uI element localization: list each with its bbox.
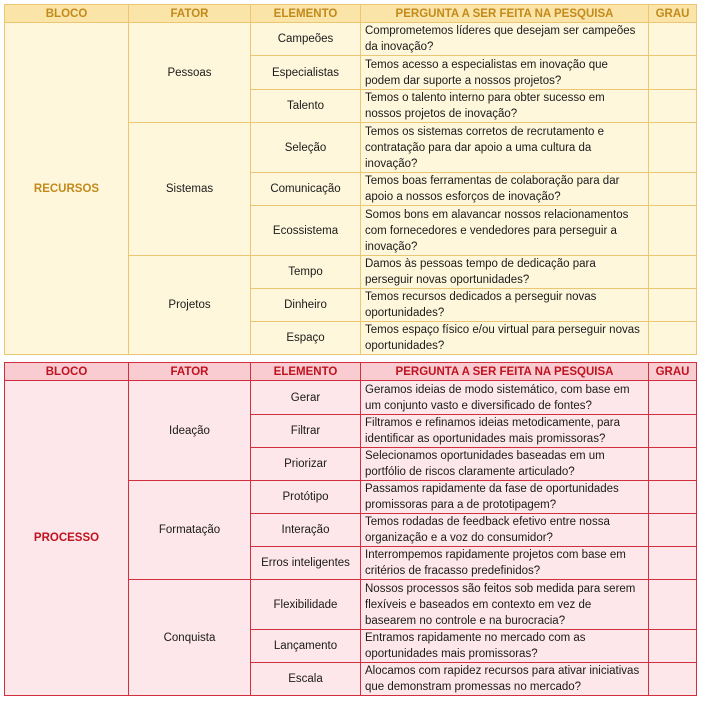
pergunta-cell: Filtramos e refinamos ideias metodicamente, para identificar as oportunidades mais promissoras?	[361, 415, 649, 448]
elemento-cell: Lançamento	[251, 630, 361, 663]
elemento-cell: Seleção	[251, 123, 361, 173]
header-grau: GRAU	[649, 363, 697, 381]
grau-cell[interactable]	[649, 90, 697, 123]
header-fator: FATOR	[129, 5, 251, 23]
pergunta-cell: Passamos rapidamente da fase de oportunidades promissoras para a de prototipagem?	[361, 481, 649, 514]
elemento-cell: Tempo	[251, 256, 361, 289]
elemento-cell: Escala	[251, 663, 361, 696]
pergunta-cell: Entramos rapidamente no mercado com as oportunidades mais promissoras?	[361, 630, 649, 663]
grau-cell[interactable]	[649, 56, 697, 90]
fator-cell: Ideação	[129, 381, 251, 481]
pergunta-cell: Alocamos com rapidez recursos para ativar iniciativas que demonstram promessas no mercado?	[361, 663, 649, 696]
pergunta-cell: Nossos processos são feitos sob medida para serem flexíveis e baseados em contexto em vez de basearem no controle e na burocracia?	[361, 580, 649, 630]
fator-cell: Formatação	[129, 481, 251, 580]
header-bloco: BLOCO	[5, 5, 129, 23]
grau-cell[interactable]	[649, 415, 697, 448]
grau-cell[interactable]	[649, 322, 697, 355]
pergunta-cell: Comprometemos líderes que desejam ser campeões da inovação?	[361, 23, 649, 56]
elemento-cell: Erros inteligentes	[251, 547, 361, 580]
elemento-cell: Priorizar	[251, 448, 361, 481]
header-elemento: ELEMENTO	[251, 363, 361, 381]
elemento-cell: Protótipo	[251, 481, 361, 514]
fator-cell: Conquista	[129, 580, 251, 696]
grau-cell[interactable]	[649, 381, 697, 415]
elemento-cell: Especialistas	[251, 56, 361, 90]
header-elemento: ELEMENTO	[251, 5, 361, 23]
pergunta-cell: Temos boas ferramentas de colaboração para dar apoio a nossos esforços de inovação?	[361, 173, 649, 206]
grau-cell[interactable]	[649, 630, 697, 663]
pergunta-cell: Temos o talento interno para obter sucesso em nossos projetos de inovação?	[361, 90, 649, 123]
grau-cell[interactable]	[649, 23, 697, 56]
bloco-cell: RECURSOS	[5, 23, 129, 355]
grau-cell[interactable]	[649, 123, 697, 173]
elemento-cell: Gerar	[251, 381, 361, 415]
pergunta-cell: Temos recursos dedicados a perseguir novas oportunidades?	[361, 289, 649, 322]
header-row	[5, 5, 697, 23]
header-pergunta: PERGUNTA A SER FEITA NA PESQUISA	[361, 5, 649, 23]
pergunta-cell: Somos bons em alavancar nossos relacionamentos com fornecedores e vendedores para perseguir a inovação?	[361, 206, 649, 256]
pergunta-cell: Temos acesso a especialistas em inovação que podem dar suporte a nossos projetos?	[361, 56, 649, 90]
header-row	[5, 363, 697, 381]
grau-cell[interactable]	[649, 481, 697, 514]
grau-cell[interactable]	[649, 663, 697, 696]
header-pergunta: PERGUNTA A SER FEITA NA PESQUISA	[361, 363, 649, 381]
pergunta-cell: Interrompemos rapidamente projetos com base em critérios de fracasso predefinidos?	[361, 547, 649, 580]
table-row	[5, 23, 697, 56]
table-row	[5, 381, 697, 415]
elemento-cell: Campeões	[251, 23, 361, 56]
processo-table	[4, 362, 697, 696]
fator-cell: Projetos	[129, 256, 251, 355]
grau-cell[interactable]	[649, 256, 697, 289]
bloco-cell: PROCESSO	[5, 381, 129, 696]
grau-cell[interactable]	[649, 547, 697, 580]
grau-cell[interactable]	[649, 514, 697, 547]
header-bloco: BLOCO	[5, 363, 129, 381]
header-fator: FATOR	[129, 363, 251, 381]
pergunta-cell: Temos os sistemas corretos de recrutamento e contratação para dar apoio a uma cultura da inovação?	[361, 123, 649, 173]
grau-cell[interactable]	[649, 580, 697, 630]
elemento-cell: Ecossistema	[251, 206, 361, 256]
grau-cell[interactable]	[649, 173, 697, 206]
fator-cell: Sistemas	[129, 123, 251, 256]
elemento-cell: Flexibilidade	[251, 580, 361, 630]
elemento-cell: Filtrar	[251, 415, 361, 448]
elemento-cell: Dinheiro	[251, 289, 361, 322]
pergunta-cell: Selecionamos oportunidades baseadas em um portfólio de riscos claramente articulado?	[361, 448, 649, 481]
elemento-cell: Talento	[251, 90, 361, 123]
header-grau: GRAU	[649, 5, 697, 23]
grau-cell[interactable]	[649, 206, 697, 256]
fator-cell: Pessoas	[129, 23, 251, 123]
grau-cell[interactable]	[649, 289, 697, 322]
pergunta-cell: Temos espaço físico e/ou virtual para perseguir novas oportunidades?	[361, 322, 649, 355]
elemento-cell: Interação	[251, 514, 361, 547]
pergunta-cell: Damos às pessoas tempo de dedicação para perseguir novas oportunidades?	[361, 256, 649, 289]
recursos-table	[4, 4, 697, 355]
elemento-cell: Comunicação	[251, 173, 361, 206]
pergunta-cell: Geramos ideias de modo sistemático, com base em um conjunto vasto e diversificado de fontes?	[361, 381, 649, 415]
grau-cell[interactable]	[649, 448, 697, 481]
pergunta-cell: Temos rodadas de feedback efetivo entre nossa organização e a voz do consumidor?	[361, 514, 649, 547]
elemento-cell: Espaço	[251, 322, 361, 355]
